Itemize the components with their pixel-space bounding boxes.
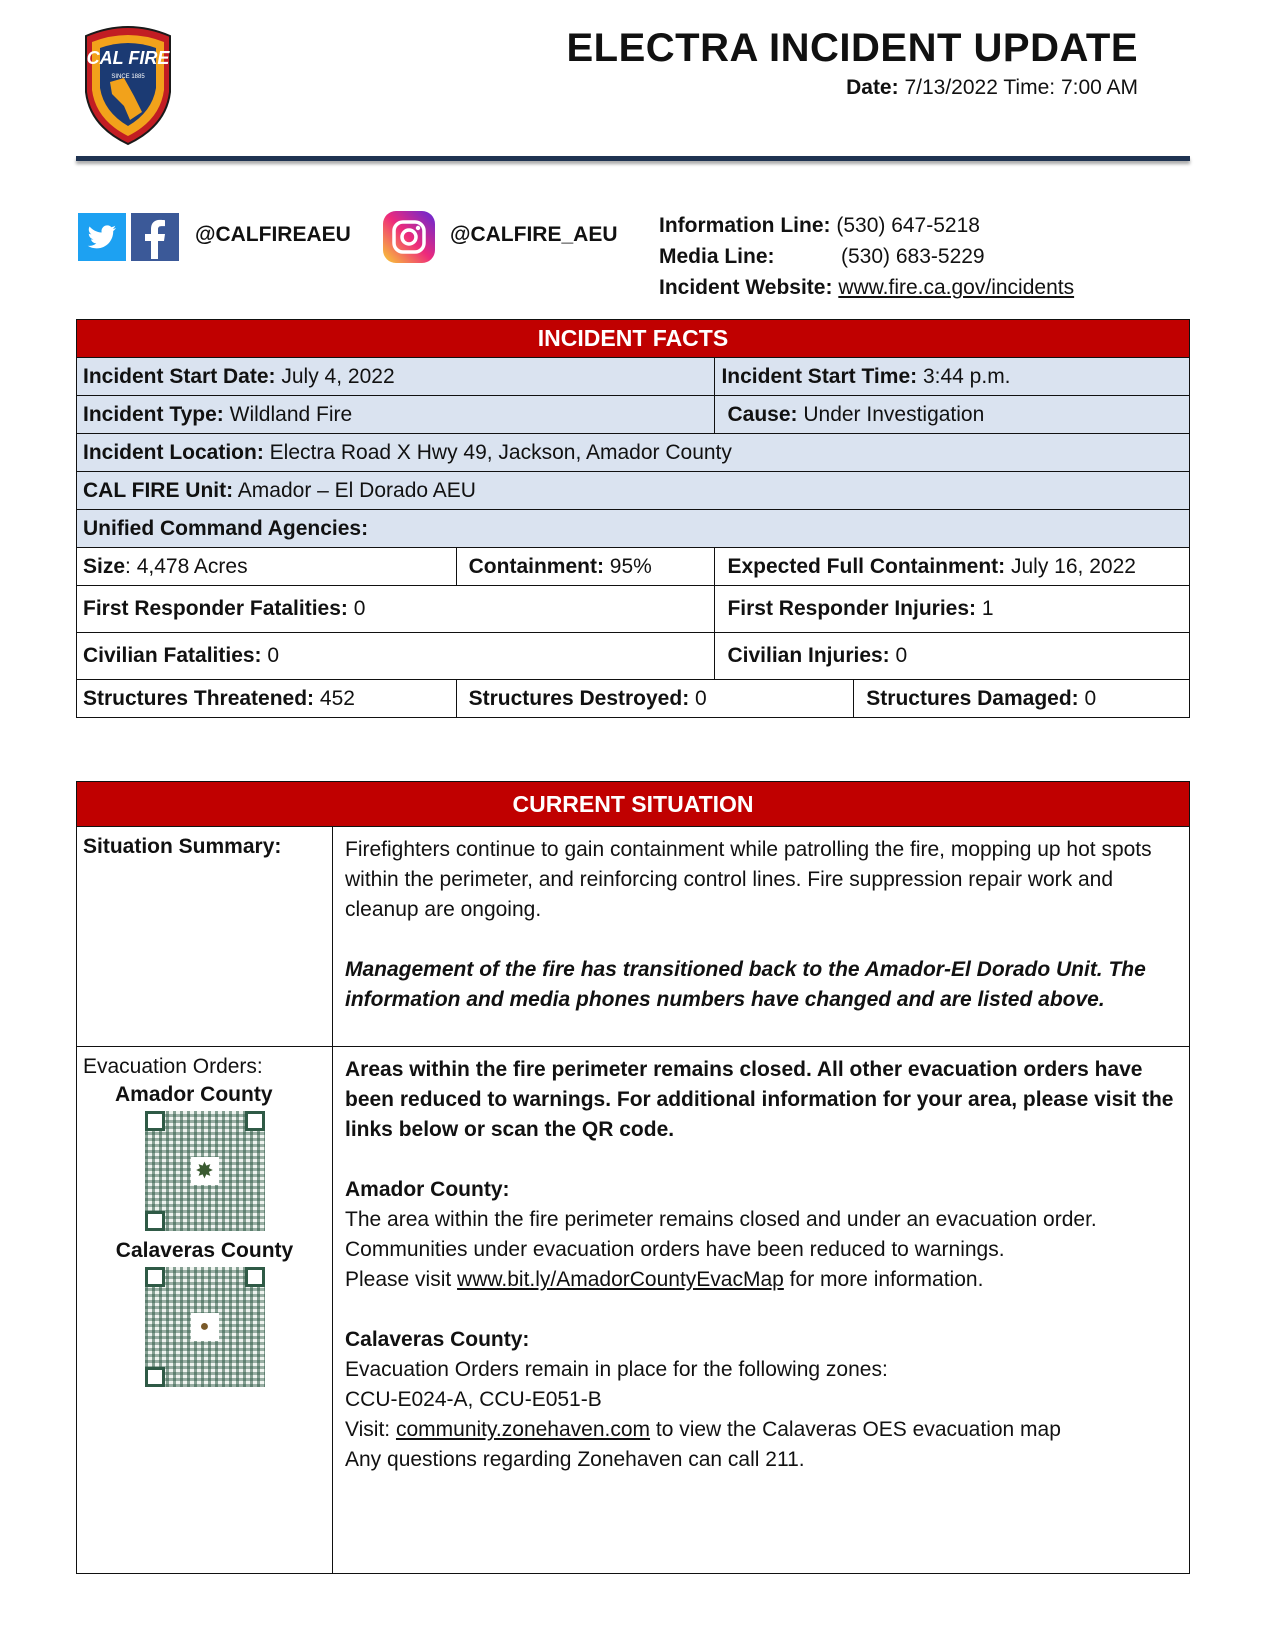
county-calaveras-label: Calaveras County <box>115 1239 294 1262</box>
civilian-fatalities: Civilian Fatalities: 0 <box>77 633 715 680</box>
facebook-icon[interactable] <box>131 213 179 261</box>
media-line-label: Media Line: <box>659 245 775 268</box>
summary-note: Management of the fire has transitioned back to the Amador-El Dorado Unit. The information and media phones numbers have changed and are listed above. <box>345 958 1146 1011</box>
cal-fire-logo <box>80 22 176 146</box>
civilian-injuries: Civilian Injuries: 0 <box>715 633 1190 680</box>
structures-destroyed: Structures Destroyed: 0 <box>456 680 854 718</box>
expected-containment: Expected Full Containment: July 16, 2022 <box>715 548 1190 586</box>
media-line-value: (530) 683-5229 <box>841 245 985 268</box>
amador-qr-code[interactable] <box>145 1111 265 1231</box>
first-responder-fatalities: First Responder Fatalities: 0 <box>77 586 715 633</box>
website-label: Incident Website: <box>659 276 833 299</box>
amador-heading: Amador County: <box>345 1178 510 1201</box>
instagram-icon[interactable] <box>383 211 435 263</box>
structures-damaged: Structures Damaged: 0 <box>854 680 1190 718</box>
incident-type: Incident Type: Wildland Fire <box>77 396 715 434</box>
evac-label: Evacuation Orders: <box>83 1055 263 1078</box>
zonehaven-link[interactable]: community.zonehaven.com <box>395 1418 651 1441</box>
unified-command-agencies: Unified Command Agencies: <box>77 510 1190 548</box>
evacuation-orders-cell <box>77 1047 333 1574</box>
logo-since: SINCE 1885 <box>111 74 145 80</box>
header-divider <box>76 156 1190 161</box>
county-amador-label: Amador County <box>115 1083 273 1106</box>
containment: Containment: 95% <box>456 548 715 586</box>
cause: Cause: Under Investigation <box>715 396 1190 434</box>
instagram-handle[interactable]: @CALFIRE_AEU <box>450 223 618 246</box>
first-responder-injuries: First Responder Injuries: 1 <box>715 586 1190 633</box>
county-seal-icon: ● <box>191 1313 219 1341</box>
date-time: Date: 7/13/2022 Time: 7:00 AM <box>846 76 1138 99</box>
website-link[interactable]: www.fire.ca.gov/incidents <box>838 276 1075 299</box>
info-line-label: Information Line: <box>659 214 831 237</box>
calaveras-line-1: Evacuation Orders remain in place for the following zones: <box>345 1358 888 1381</box>
amador-evac-map-link[interactable]: www.bit.ly/AmadorCountyEvacMap <box>457 1268 784 1291</box>
twitter-icon[interactable] <box>78 213 126 261</box>
incident-facts-table <box>76 319 1190 718</box>
size: Size: 4,478 Acres <box>77 548 457 586</box>
calaveras-line-3: Any questions regarding Zonehaven can call 211. <box>345 1448 805 1471</box>
structures-threatened: Structures Threatened: 452 <box>77 680 457 718</box>
info-line-value: (530) 647-5218 <box>836 214 980 237</box>
situation-summary-label: Situation Summary: <box>77 827 333 1047</box>
star-badge-icon: ✸ <box>191 1157 219 1185</box>
amador-visit: Please visit www.bit.ly/AmadorCountyEvacMap for more information. <box>345 1268 984 1291</box>
incident-facts-header: INCIDENT FACTS <box>77 320 1190 358</box>
situation-summary <box>333 827 1190 1047</box>
amador-line-1: The area within the fire perimeter remains closed and under an evacuation order. <box>345 1208 1097 1231</box>
start-time: Incident Start Time: 3:44 p.m. <box>715 358 1190 396</box>
logo-text: CAL FIRE <box>86 48 170 68</box>
incident-location: Incident Location: Electra Road X Hwy 49, Jackson, Amador County <box>77 434 1190 472</box>
twitter-facebook-handle[interactable]: @CALFIREAEU <box>195 223 351 246</box>
calaveras-heading: Calaveras County: <box>345 1328 530 1351</box>
current-situation-header: CURRENT SITUATION <box>77 782 1190 827</box>
cal-fire-unit: CAL FIRE Unit: Amador – El Dorado AEU <box>77 472 1190 510</box>
evacuation-orders <box>333 1047 1190 1574</box>
current-situation-table <box>76 781 1190 1574</box>
amador-line-2: Communities under evacuation orders have been reduced to warnings. <box>345 1238 1005 1261</box>
page-title: ELECTRA INCIDENT UPDATE <box>566 26 1138 70</box>
calaveras-qr-code[interactable] <box>145 1267 265 1387</box>
calaveras-zones: CCU-E024-A, CCU-E051-B <box>345 1388 602 1411</box>
calaveras-visit: Visit: community.zonehaven.com to view the Calaveras OES evacuation map <box>345 1418 1061 1441</box>
summary-text: Firefighters continue to gain containment while patrolling the fire, mopping up hot spots within the perimeter, and reinforcing control lines. Fire suppression repair work and cleanup are ongoing. <box>345 838 1152 921</box>
evac-intro: Areas within the fire perimeter remains closed. All other evacuation orders have been reduced to warnings. For additional information for your area, please visit the links below or scan the QR code. <box>345 1058 1174 1141</box>
start-date: Incident Start Date: July 4, 2022 <box>77 358 715 396</box>
contact-info <box>659 210 1074 303</box>
